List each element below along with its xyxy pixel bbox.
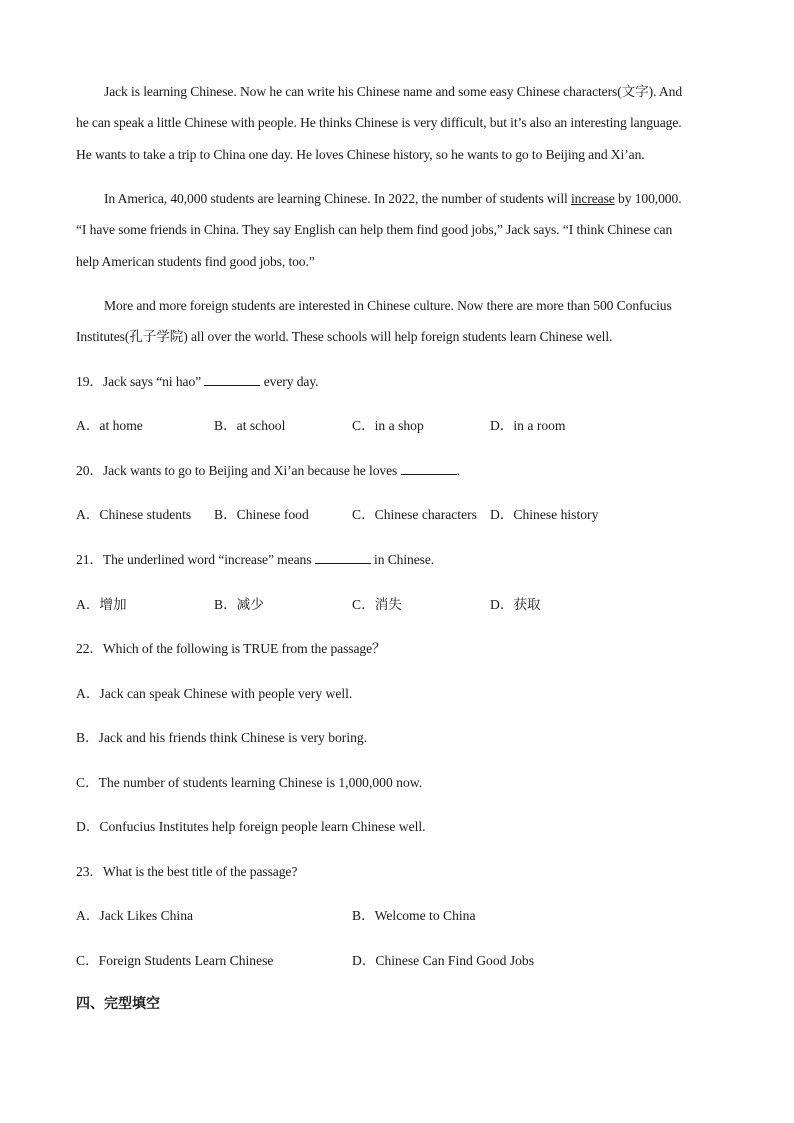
question-23-option-c[interactable]: C．Foreign Students Learn Chinese xyxy=(76,953,274,968)
question-21-option-b[interactable]: B．减少 xyxy=(214,597,264,612)
passage-p1-line1: Jack is learning Chinese. Now he can write his Chinese name and some easy Chinese characters(文字). And xyxy=(104,84,683,99)
question-22-option-c[interactable]: C．The number of students learning Chinese is 1,000,000 now. xyxy=(76,775,423,790)
question-20-option-d[interactable]: D．Chinese history xyxy=(490,507,599,522)
question-22-option-b[interactable]: B．Jack and his friends think Chinese is very boring. xyxy=(76,730,368,745)
question-20-option-b[interactable]: B．Chinese food xyxy=(214,507,309,522)
question-19-option-b[interactable]: B．at school xyxy=(214,418,286,433)
question-19-stem xyxy=(76,373,318,391)
question-23-stem: 23．What is the best title of the passage? xyxy=(76,864,298,879)
passage-p2-line1 xyxy=(104,190,682,208)
question-20-stem-before: 20．Jack wants to go to Beijing and Xi’an because he loves xyxy=(76,463,401,478)
question-22-option-d[interactable]: D．Confucius Institutes help foreign people learn Chinese well. xyxy=(76,819,426,834)
question-21-option-a[interactable]: A．增加 xyxy=(76,597,127,612)
question-22-stem: 22．Which of the following is TRUE from the passage？ xyxy=(76,641,386,656)
passage-p2-line1-before: In America, 40,000 students are learning Chinese. In 2022, the number of students will xyxy=(104,191,571,206)
passage-p2-line1-after: by 100,000. xyxy=(614,191,682,206)
question-19-option-d[interactable]: D．in a room xyxy=(490,418,566,433)
question-20-stem xyxy=(76,462,460,480)
question-21-stem xyxy=(76,551,434,569)
underlined-word-increase: increase xyxy=(570,191,615,206)
answer-blank xyxy=(204,373,260,386)
question-19-stem-after: every day. xyxy=(260,374,319,389)
question-19-option-a[interactable]: A．at home xyxy=(76,418,143,433)
passage-p3-line2: Institutes(孔子学院) all over the world. These schools will help foreign students learn Chinese well. xyxy=(76,329,613,344)
question-21-option-d[interactable]: D．获取 xyxy=(490,597,541,612)
passage-p2-line3: help American students find good jobs, too.” xyxy=(76,254,315,269)
passage-p3-line1: More and more foreign students are interested in Chinese culture. Now there are more than 500 Confucius xyxy=(104,298,672,313)
question-20-stem-after: . xyxy=(456,463,460,478)
passage-p1-line2: he can speak a little Chinese with people. He thinks Chinese is very difficult, but it’s also an interesting language. xyxy=(76,115,682,130)
question-22-option-a[interactable]: A．Jack can speak Chinese with people very well. xyxy=(76,686,353,701)
question-20-option-c[interactable]: C．Chinese characters xyxy=(352,507,477,522)
answer-blank xyxy=(401,462,457,475)
question-23-option-d[interactable]: D．Chinese Can Find Good Jobs xyxy=(352,953,535,968)
question-19-option-c[interactable]: C．in a shop xyxy=(352,418,424,433)
question-21-stem-before: 21．The underlined word “increase” means xyxy=(76,552,315,567)
question-23-option-b[interactable]: B．Welcome to China xyxy=(352,908,476,923)
question-21-option-c[interactable]: C．消失 xyxy=(352,597,402,612)
question-21-stem-after: in Chinese. xyxy=(370,552,435,567)
passage-p2-line2: “I have some friends in China. They say English can help them find good jobs,” Jack says. “I think Chinese can xyxy=(76,222,673,237)
question-23-option-a[interactable]: A．Jack Likes China xyxy=(76,908,194,923)
passage-p1-line3: He wants to take a trip to China one day. He loves Chinese history, so he wants to go to Beijing and Xi’an. xyxy=(76,147,645,162)
answer-blank xyxy=(315,551,371,564)
section-title-cloze: 四、完型填空 xyxy=(76,996,160,1012)
question-20-option-a[interactable]: A．Chinese students xyxy=(76,507,192,522)
question-19-stem-before: 19．Jack says “ni hao” xyxy=(76,374,205,389)
